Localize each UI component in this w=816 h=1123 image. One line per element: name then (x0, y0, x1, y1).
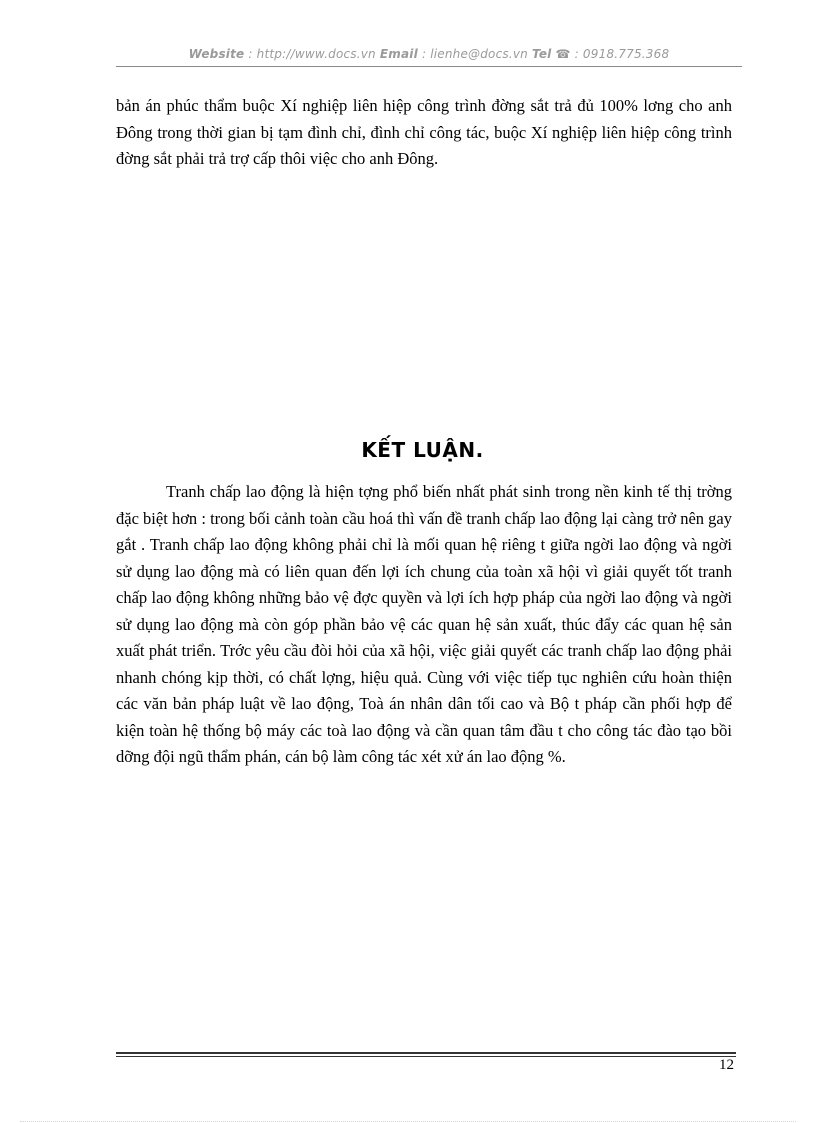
page-bottom-edge (20, 1121, 796, 1122)
page-number: 12 (719, 1057, 734, 1073)
tel-value: ☎ : 0918.775.368 (555, 47, 670, 61)
website-label: Website (188, 47, 245, 61)
website-value: : http://www.docs.vn (248, 47, 376, 61)
email-value: : lienhe@docs.vn (421, 47, 528, 61)
section-heading: KẾT LUẬN. (361, 438, 484, 462)
tel-label: Tel (532, 47, 552, 61)
email-label: Email (379, 47, 418, 61)
top-paragraph: bản án phúc thẩm buộc Xí nghiệp liên hiệp công trình đờng sắt trả đủ 100% lơng cho anh Đông trong thời gian bị tạm đình chỉ, đình chỉ công tác, buộc Xí nghiệp liên hiệp công trình đờng sắt phải trả trợ cấp thôi việc cho anh Đông. (116, 96, 732, 168)
page-header (116, 47, 742, 61)
conclusion-paragraph: Tranh chấp lao động là hiện tợng phổ biến nhất phát sinh trong nền kinh tế thị trờng đặc biệt hơn : trong bối cảnh toàn cầu hoá thì vấn đề tranh chấp lao động lại càng trở nên gay gắt . Tranh chấp lao động không phải chỉ là mối quan hệ riêng t giữa ngời lao động và ngời sử dụng lao động mà có liên quan đến lợi ích chung của toàn xã hội vì giải quyết tốt tranh chấp lao động không những bảo vệ đợc quyền và lợi ích hợp pháp của ngời lao động và ngời sử dụng lao động mà còn góp phần bảo vệ các quan hệ sản xuất, thúc đẩy các quan hệ sản xuất phát triển. Trớc yêu cầu đòi hỏi của xã hội, việc giải quyết các tranh chấp lao động phải nhanh chóng kịp thời, có chất lợng, hiệu quả. Cùng với việc tiếp tục nghiên cứu hoàn thiện các văn bản pháp luật về lao động, Toà án nhân dân tối cao và Bộ t pháp cần phối hợp để kiện toàn hệ thống bộ máy các toà lao động và cần quan tâm đầu t cho công tác đào tạo bồi dỡng đội ngũ thẩm phán, cán bộ làm công tác xét xử án lao động %. (116, 482, 732, 766)
footer-divider-thick (116, 1052, 736, 1054)
header-divider (116, 66, 742, 67)
